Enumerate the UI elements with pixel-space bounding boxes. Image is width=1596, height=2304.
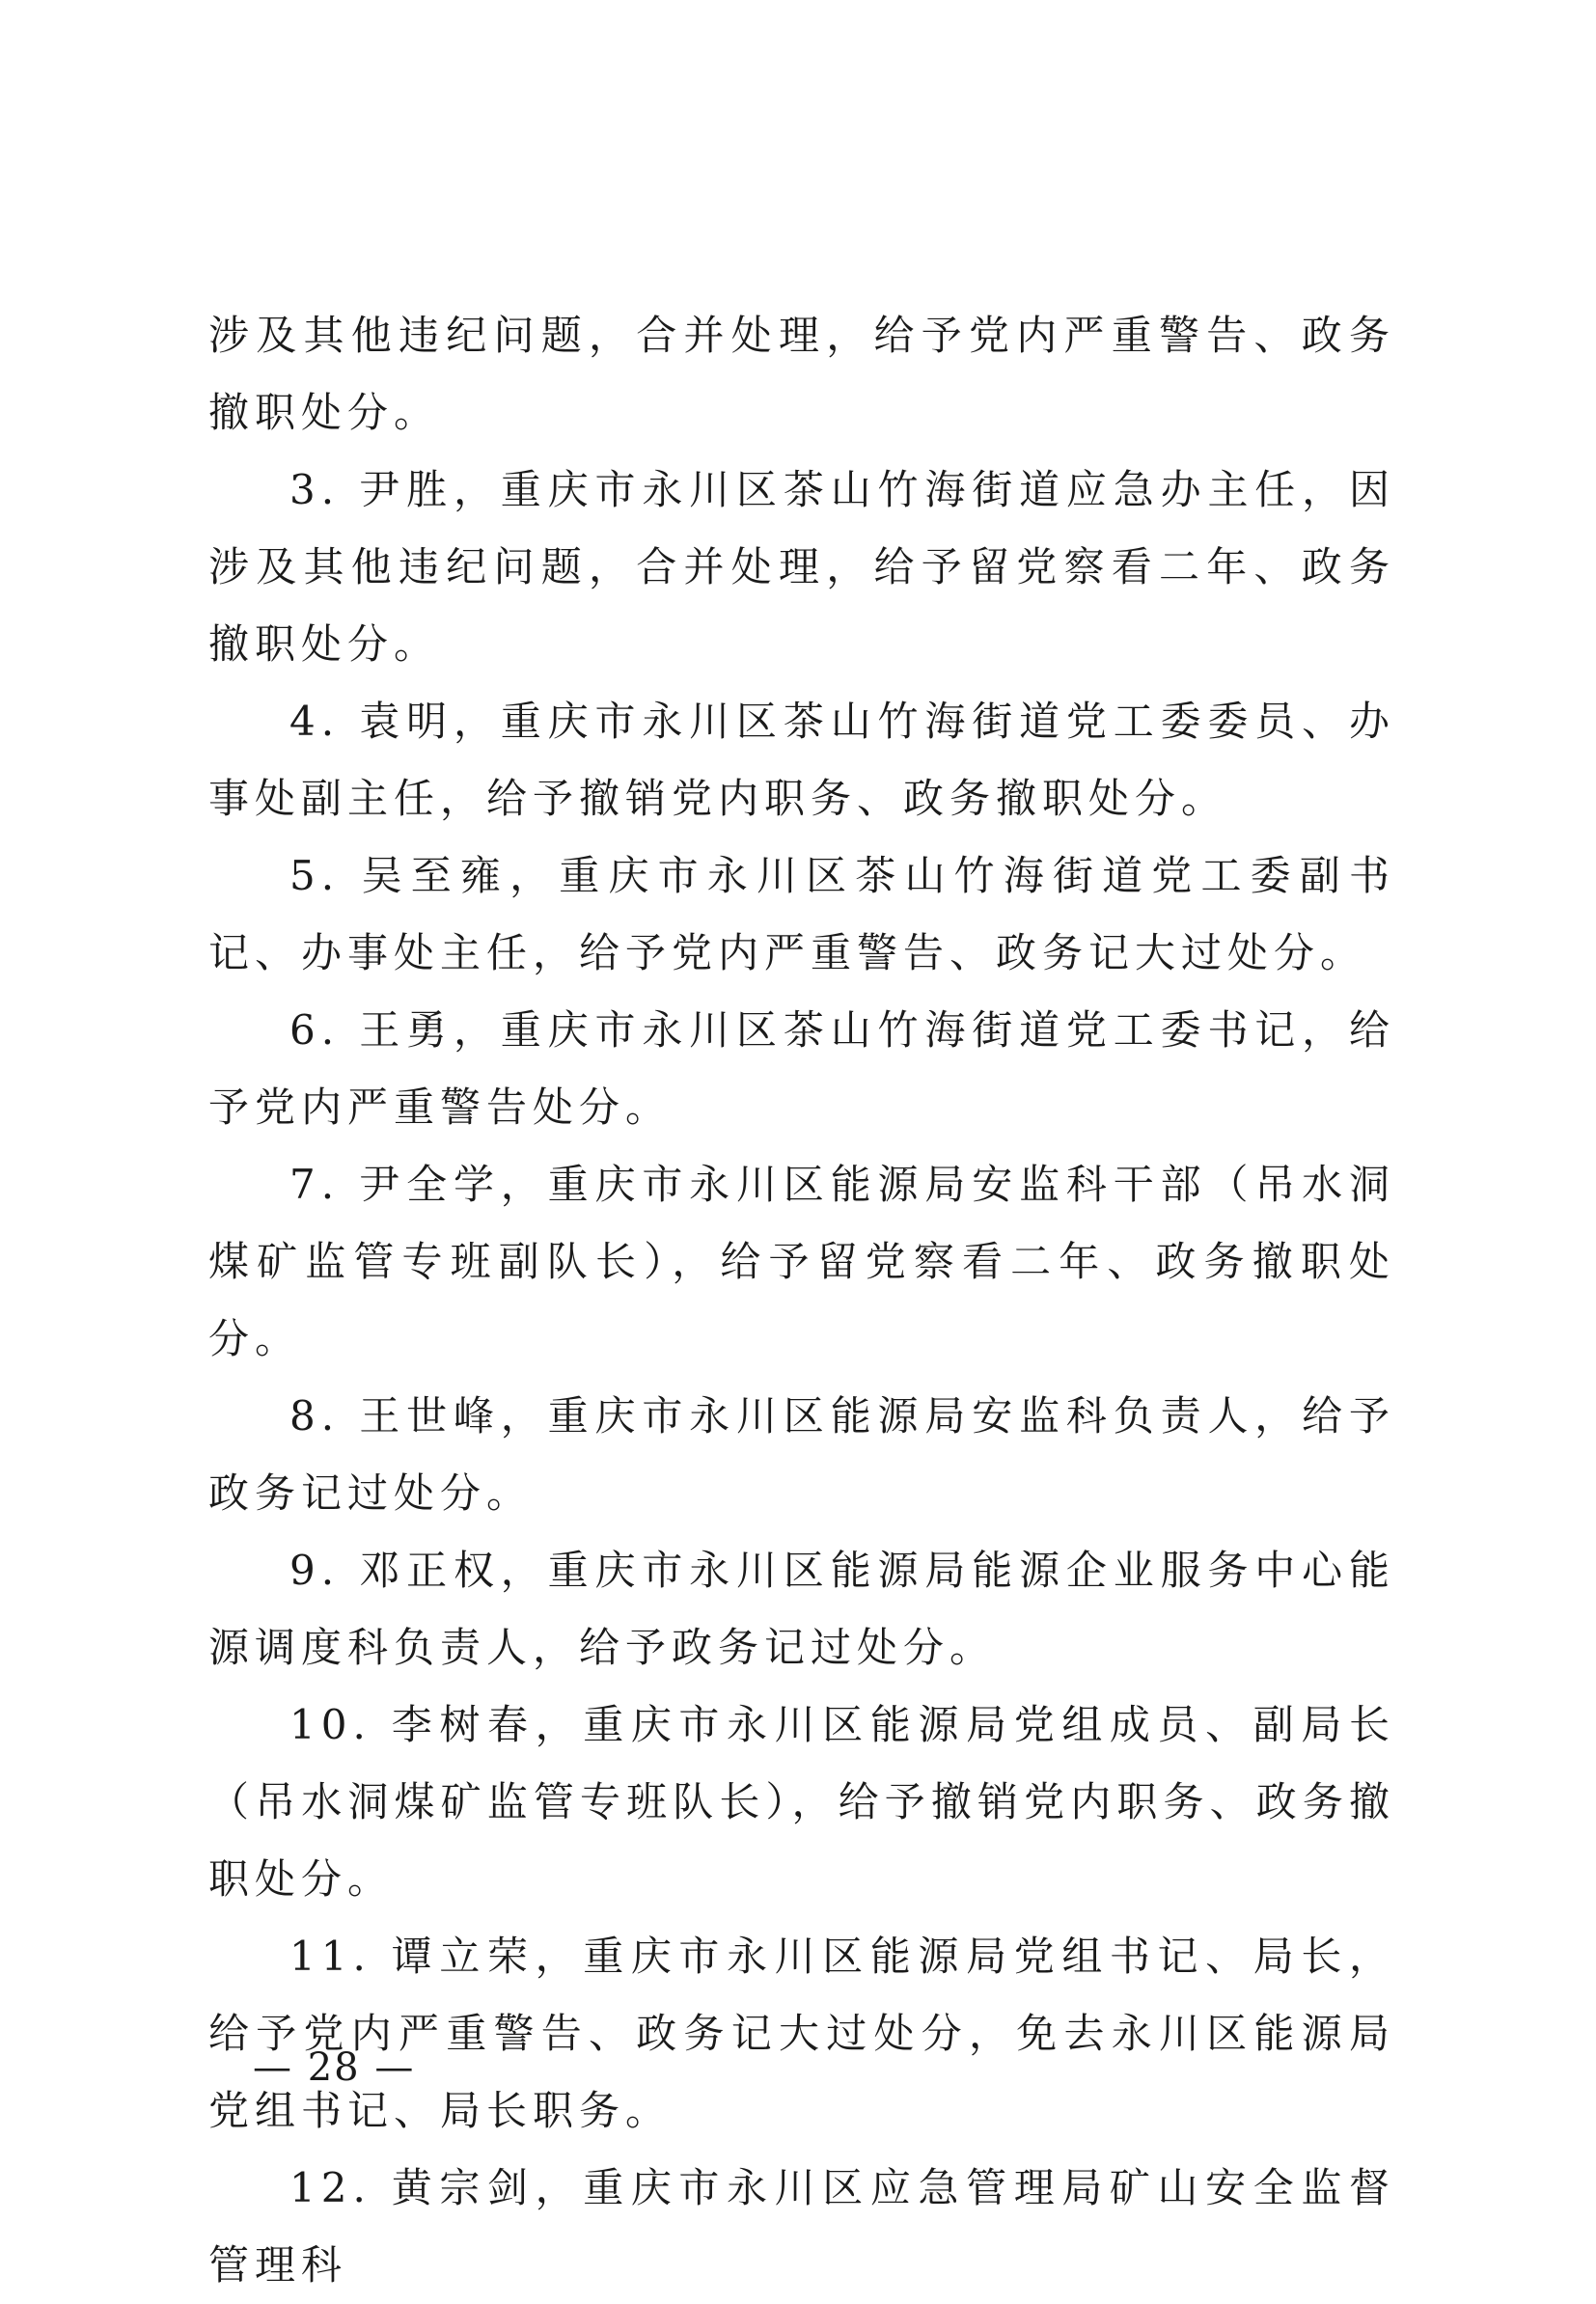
paragraph-item-6: 6. 王勇，重庆市永川区茶山竹海街道党工委书记，给予党内严重警告处分。 [208, 1006, 1395, 1131]
document-body [208, 297, 1395, 2304]
paragraph-item-8: 8. 王世峰，重庆市永川区能源局安监科负责人，给予政务记过处分。 [208, 1392, 1395, 1517]
page-number: — 28 — [253, 2045, 416, 2090]
paragraph-item-4: 4. 袁明，重庆市永川区茶山竹海街道党工委委员、办事处副主任，给予撤销党内职务、政务撤职处分。 [208, 698, 1395, 822]
paragraph-continuation: 涉及其他违纪问题，合并处理，给予党内严重警告、政务撤职处分。 [208, 312, 1395, 436]
paragraph-item-12: 12. 黄宗剑，重庆市永川区应急管理局矿山安全监督管理科 [208, 2164, 1395, 2289]
paragraph-item-5: 5. 吴至雍，重庆市永川区茶山竹海街道党工委副书记、办事处主任，给予党内严重警告、政务记大过处分。 [208, 852, 1395, 976]
paragraph-item-7: 7. 尹全学，重庆市永川区能源局安监科干部（吊水洞煤矿监管专班副队长），给予留党察看二年、政务撤职处分。 [208, 1161, 1395, 1362]
paragraph-item-9: 9. 邓正权，重庆市永川区能源局能源企业服务中心能源调度科负责人，给予政务记过处分。 [208, 1547, 1395, 1671]
paragraph-item-10: 10. 李树春，重庆市永川区能源局党组成员、副局长（吊水洞煤矿监管专班队长），给予撤销党内职务、政务撤职处分。 [208, 1701, 1395, 1903]
paragraph-item-11: 11. 谭立荣，重庆市永川区能源局党组书记、局长，给予党内严重警告、政务记大过处分，免去永川区能源局党组书记、局长职务。 [208, 1933, 1395, 2134]
paragraph-item-3: 3. 尹胜，重庆市永川区茶山竹海街道应急办主任，因涉及其他违纪问题，合并处理，给予留党察看二年、政务撤职处分。 [208, 466, 1395, 668]
